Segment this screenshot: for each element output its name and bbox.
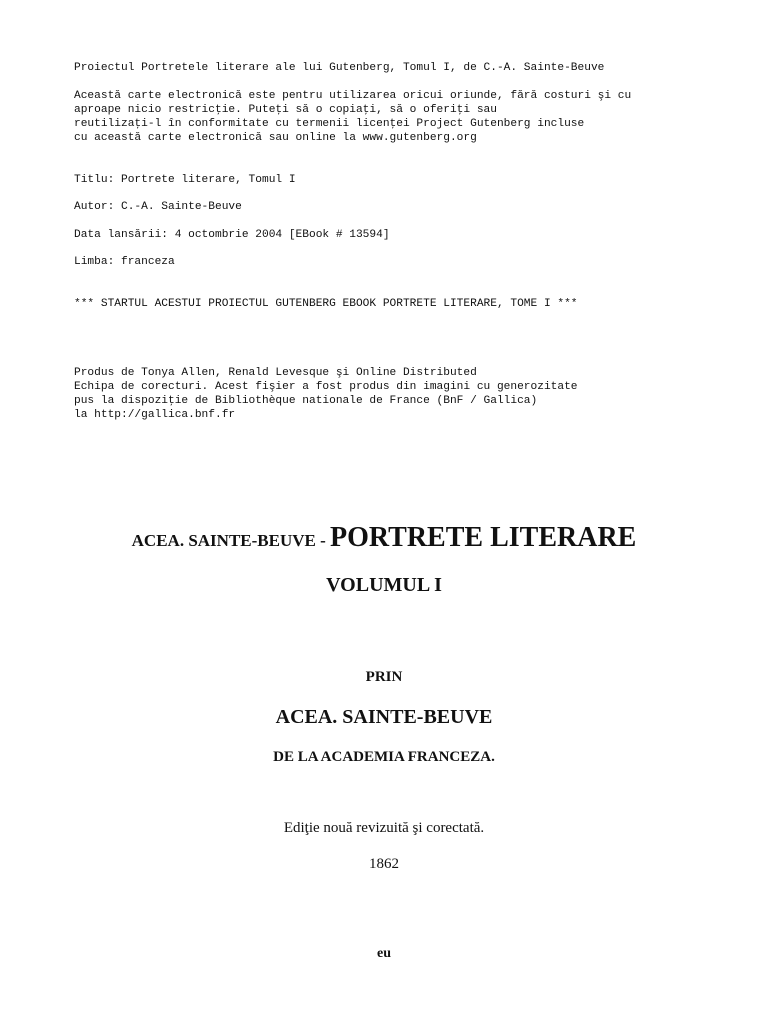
credits-line-3: pus la dispoziţie de Bibliothèque nationale de France (BnF / Gallica) [74,395,538,407]
license-line-2: aproape nicio restricţie. Puteţi să o copiaţi, să o oferiţi sau [74,104,497,116]
start-marker: *** STARTUL ACESTUI PROIECTUL GUTENBERG EBOOK PORTRETE LITERARE, TOME I *** [74,298,578,310]
edition-note: Ediţie nouă revizuită şi corectată. [283,820,485,836]
heading-author-prefix: ACEA. SAINTE-BEUVE - [131,531,331,550]
license-line-3: reutilizaţi-l în conformitate cu termenii licenţei Project Gutenberg incluse [74,118,585,130]
license-line-1: Această carte electronică este pentru utilizarea oricui oriunde, fără costuri şi cu [74,90,632,102]
credits-line-1: Produs de Tonya Allen, Renald Levesque şi Online Distributed [74,367,477,379]
credits-line-4: la http://gallica.bnf.fr [74,409,236,421]
by-label: PRIN [365,669,403,685]
book-heading [0,522,768,554]
author-metadata: Autor: C.-A. Sainte-Beuve [74,201,242,213]
academy-affiliation: DE LA ACADEMIA FRANCEZA. [273,749,495,765]
author-name: ACEA. SAINTE-BEUVE [275,706,493,728]
publication-year: 1862 [369,856,399,872]
volume-heading: VOLUMUL I [326,574,442,596]
footer-mark: eu [377,946,391,961]
title-metadata: Titlu: Portrete literare, Tomul I [74,174,296,186]
license-line-4: cu această carte electronică sau online la www.gutenberg.org [74,132,477,144]
credits-line-2: Echipa de corecturi. Acest fişier a fost produs din imagini cu generozitate [74,381,578,393]
project-line: Proiectul Portretele literare ale lui Gutenberg, Tomul I, de C.-A. Sainte-Beuve [74,62,605,74]
release-date-metadata: Data lansării: 4 octombrie 2004 [EBook # 13594] [74,229,390,241]
language-metadata: Limba: franceza [74,256,175,268]
heading-book-title: PORTRETE LITERARE [330,522,637,553]
